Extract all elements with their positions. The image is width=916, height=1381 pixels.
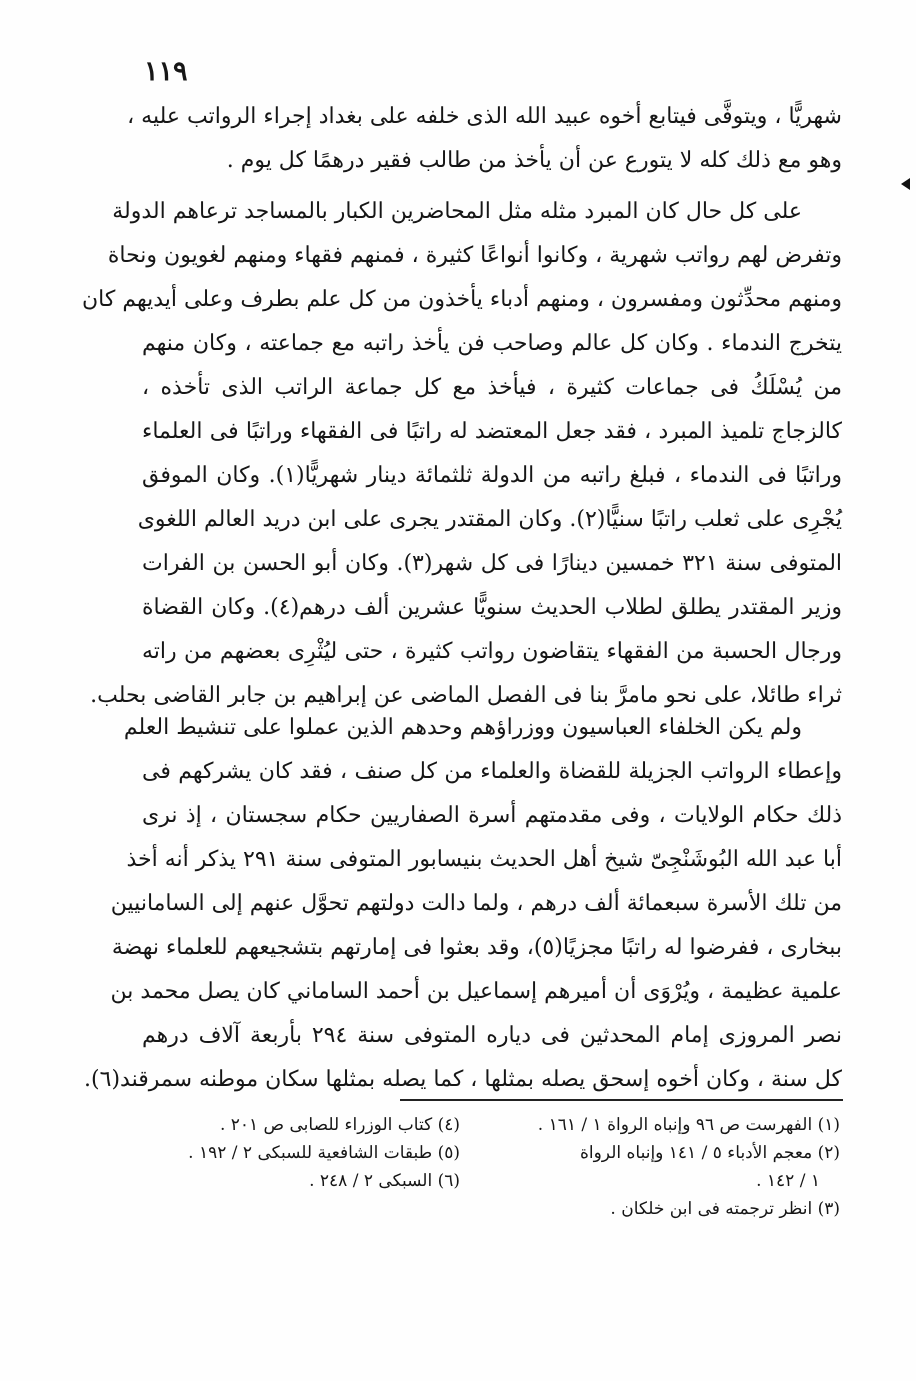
paragraph-governors	[84, 706, 843, 1102]
footnotes-right-column	[500, 1111, 840, 1223]
text-line: يتخرج الندماء . وكان كل عالم وصاحب فن يأخذ راتبه مع جماعته ، وكان منهم	[142, 331, 842, 356]
footnote-1: (١) الفهرست ص ٩٦ وإنباه الرواة ١ / ١٦١ .	[537, 1115, 840, 1135]
text-line: المتوفى سنة ٣٢١ خمسين دينارًا فى كل شهر(٣). وكان أبو الحسن بن الفرات	[142, 551, 843, 576]
text-line: ثراء طائلا، على نحو مامرَّ بنا فى الفصل الماضى عن إبراهيم بن جابر القاضى بحلب.	[90, 683, 842, 708]
text-line: وهو مع ذلك كله لا يتورع عن أن يأخذ من طالب فقير درهمًا كل يوم .	[226, 148, 842, 173]
text-line: علمية عظيمة ، ويُرْوَى أن أميرهم إسماعيل بن أحمد الساماني كان يصل محمد بن	[110, 979, 842, 1004]
text-line: كالزجاج تلميذ المبرد ، فقد جعل المعتضد له راتبًا فى الفقهاء وراتبًا فى العلماء	[142, 419, 842, 444]
text-line: على كل حال كان المبرد مثله مثل المحاضرين الكبار بالمساجد ترعاهم الدولة	[112, 199, 802, 224]
text-line: يُجْرِى على ثعلب راتبًا سنيًّا(٢). وكان المقتدر يجرى على ابن دريد العالم اللغوى	[137, 507, 842, 532]
page-number: ١١٩	[144, 56, 188, 87]
text-line: ورجال الحسبة من الفقهاء يتقاضون رواتب كثيرة ، حتى ليُثْرِى بعضهم من راته	[142, 639, 842, 664]
margin-arrow-mark	[901, 178, 910, 190]
paragraph-continuation	[127, 95, 842, 183]
footnotes	[160, 1111, 840, 1241]
footnote-divider	[400, 1099, 843, 1101]
text-line: ومنهم محدِّثون ومفسرون ، ومنهم أدباء يأخذون من كل علم بطرف وعلى أيديهم كان	[82, 287, 842, 312]
footnotes-left-column	[160, 1111, 460, 1195]
text-line: من يُسْلَكُ فى جماعات كثيرة ، فيأخذ مع كل جماعة الراتب الذى تأخذه ،	[142, 375, 842, 400]
footnote-3: (٣) انظر ترجمته فى ابن خلكان .	[610, 1199, 840, 1219]
text-line: ذلك حكام الولايات ، وفى مقدمتهم أسرة الصفاريين حكام سجستان ، إذ نرى	[142, 803, 842, 828]
text-line: وتفرض لهم رواتب شهرية ، وكانوا أنواعًا كثيرة ، فمنهم فقهاء ومنهم لغويون ونحاة	[107, 243, 842, 268]
footnote-6: (٦) السبكى ٢ / ٢٤٨ .	[309, 1171, 460, 1191]
text-line: ببخارى ، ففرضوا له راتبًا مجزيًا(٥)، وقد بعثوا فى إمارتهم بتشجيعهم للعلماء نهضة	[111, 935, 842, 960]
text-line: وإعطاء الرواتب الجزيلة للقضاة والعلماء من كل صنف ، فقد كان يشركهم فى	[142, 759, 842, 784]
footnote-2-continuation: ١ / ١٤٢ .	[756, 1171, 820, 1191]
paragraph-stipends	[82, 190, 843, 718]
text-line: وزير المقتدر يطلق لطلاب الحديث سنويًّا عشرين ألف درهم(٤). وكان القضاة	[142, 595, 842, 620]
text-line: شهريًّا ، ويتوفَّى فيتابع أخوه عبيد الله الذى خلفه على بغداد إجراء الرواتب عليه ،	[127, 104, 842, 129]
text-line: ولم يكن الخلفاء العباسيون ووزراؤهم وحدهم الذين عملوا على تنشيط العلم	[123, 715, 802, 740]
footnote-5: (٥) طبقات الشافعية للسبكى ٢ / ١٩٢ .	[188, 1143, 460, 1163]
text-line: نصر المروزى إمام المحدثين فى دياره المتوفى سنة ٢٩٤ بأربعة آلاف درهم	[142, 1023, 843, 1048]
text-line: كل سنة ، وكان أخوه إسحق يصله بمثلها ، كما يصله بمثلها سكان موطنه سمرقند(٦).	[84, 1067, 842, 1092]
footnote-4: (٤) كتاب الوزراء للصابى ص ٢٠١ .	[219, 1115, 460, 1135]
text-line: من تلك الأسرة سبعمائة ألف درهم ، ولما دالت دولتهم تحوَّل عنهم إلى السامانيين	[110, 891, 842, 916]
text-line: وراتبًا فى الندماء ، فبلغ راتبه من الدولة ثلثمائة دينار شهريًّا(١). وكان الموفق	[142, 463, 842, 488]
footnote-2: (٢) معجم الأدباء ٥ / ١٤١ وإنباه الرواة	[579, 1143, 840, 1163]
text-line: أبا عبد الله البُوشَنْجِىّ شيخ أهل الحديث بنيسابور المتوفى سنة ٢٩١ يذكر أنه أخذ	[126, 847, 842, 872]
